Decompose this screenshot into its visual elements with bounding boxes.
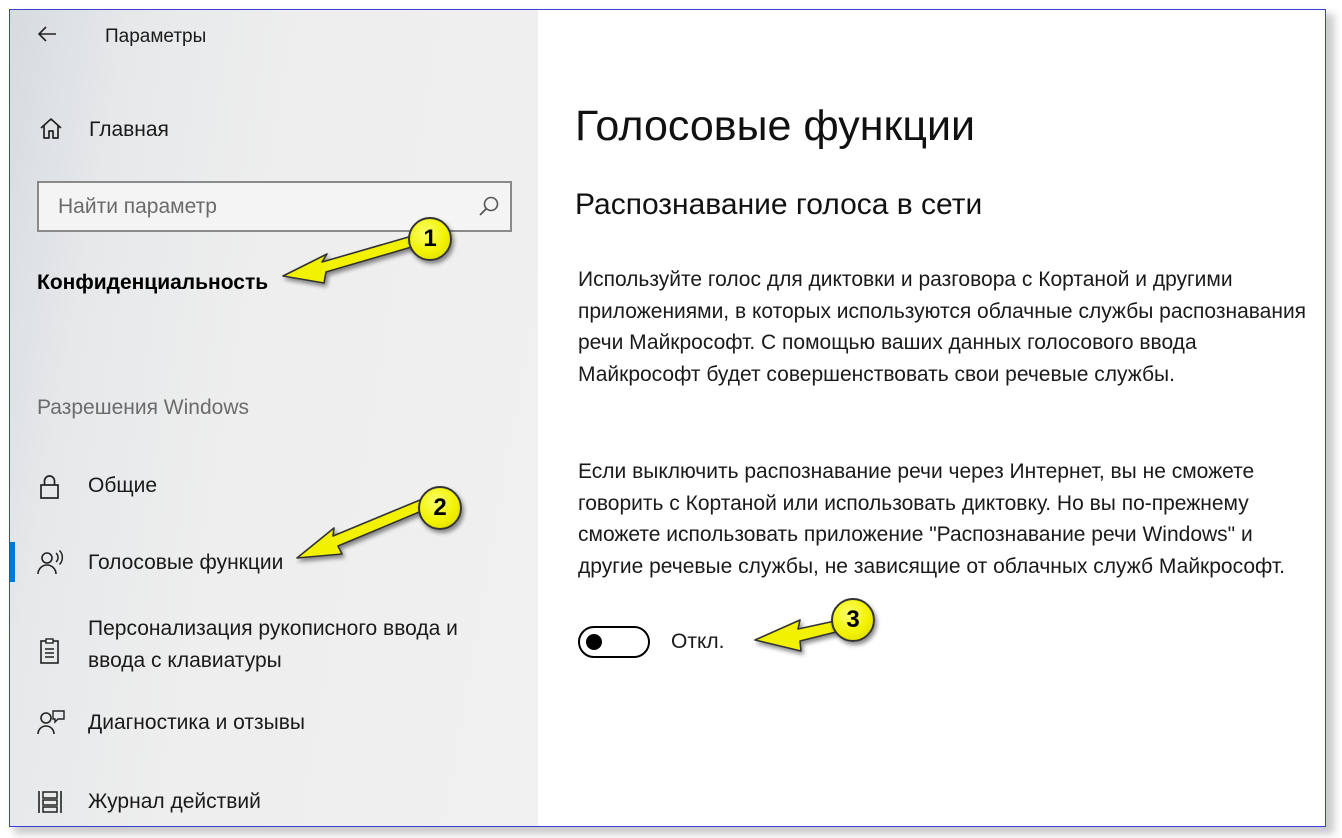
section-subtitle: Распознавание голоса в сети: [575, 188, 983, 221]
warning-paragraph: Если выключить распознавание речи через Интернет, вы не сможете говорить с Кортаной или использовать диктовку. Но вы по-прежнему сможете использовать приложение "Распознавание речи Windows" и другие речевые службы, не зависящие от облачных служб Майкрософт.: [578, 460, 1285, 578]
sidebar-item-diagnostics[interactable]: [10, 707, 538, 741]
annotation-marker-2: 2: [418, 486, 462, 530]
page-title: Голосовые функции: [575, 102, 975, 150]
sidebar-item-label: Персонализация рукописного ввода и ввода с клавиатуры: [88, 617, 458, 672]
settings-window: [9, 9, 1326, 827]
toggle-knob: [586, 634, 602, 650]
sidebar-item-inking-typing[interactable]: [10, 613, 538, 681]
speech-icon: [36, 549, 64, 577]
home-icon[interactable]: [38, 116, 64, 142]
home-link[interactable]: Главная: [89, 118, 169, 141]
app-title: Параметры: [105, 26, 207, 47]
back-arrow-icon[interactable]: [32, 22, 62, 46]
group-label: Разрешения Windows: [37, 396, 249, 419]
feedback-icon: [36, 709, 64, 737]
search-input[interactable]: [39, 183, 459, 230]
toggle-state-label: Откл.: [671, 630, 725, 653]
sidebar: [10, 10, 538, 826]
online-speech-toggle[interactable]: [578, 626, 650, 658]
clipboard-icon: [36, 637, 64, 665]
annotation-marker-3: 3: [831, 598, 875, 642]
sidebar-item-label: Голосовые функции: [88, 551, 284, 574]
description-paragraph: Используйте голос для диктовки и разговора с Кортаной и другими приложениями, в которых используются облачные службы распознавания речи Майкрософт. С помощью ваших данных голосового ввода Майкрософт будет совершенствовать свои речевые службы.: [578, 268, 1307, 386]
sidebar-item-speech[interactable]: [10, 547, 538, 581]
annotation-marker-1: 1: [408, 217, 452, 261]
sidebar-item-activity-history[interactable]: [10, 786, 538, 820]
section-title: Конфиденциальность: [37, 271, 269, 294]
lock-icon: [36, 473, 64, 501]
sidebar-item-label: Общие: [88, 474, 158, 497]
search-icon[interactable]: [478, 195, 500, 217]
main-content: [538, 10, 1325, 826]
sidebar-item-label: Журнал действий: [88, 790, 261, 813]
sidebar-item-label: Диагностика и отзывы: [88, 711, 305, 734]
timeline-icon: [36, 788, 64, 816]
